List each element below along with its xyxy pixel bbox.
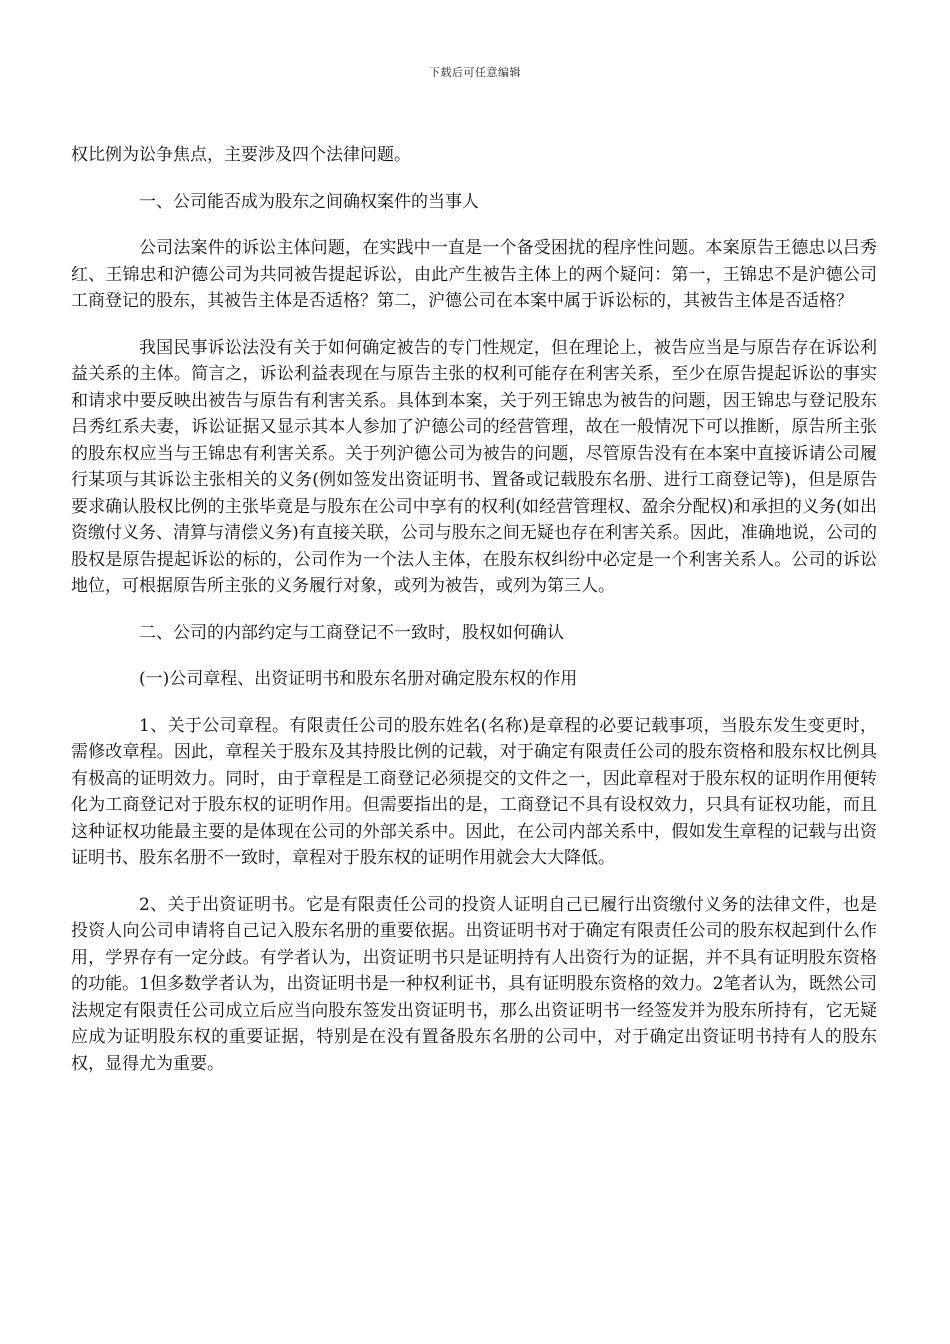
paragraph-intro: 权比例为讼争焦点，主要涉及四个法律问题。 [71, 145, 411, 165]
paragraph-1: 公司法案件的诉讼主体问题，在实践中一直是一个备受困扰的程序性问题。本案原告王德忠以吕秀红、王锦忠和沪德公司为共同被告提起诉讼，由此产生被告主体上的两个疑问：第一，王锦忠不是沪德公司工商登记的股东，其被告主体是否适格？第二，沪德公司在本案中属于诉讼标的，其被告主体是否适格？ [71, 238, 877, 311]
section-heading-2: 二、公司的内部约定与工商登记不一致时，股权如何确认 [139, 622, 564, 643]
paragraph-2: 我国民事诉讼法没有关于如何确定被告的专门性规定，但在理论上，被告应当是与原告存在诉讼利益关系的主体。简言之，诉讼利益表现在与原告主张的权利可能存在利害关系，至少在原告提起诉讼的事实和请求中要反映出被告与原告有利害关系。具体到本案，关于列王锦忠为被告的问题，因王锦忠与登记股东吕秀红系夫妻，诉讼证据又显示其本人参加了沪德公司的经营管理，故在一般情况下可以推断，原告所主张的股东权应当与王锦忠有利害关系。关于列沪德公司为被告的问题，尽管原告没有在本案中直接诉请公司履行某项与其诉讼主张相关的义务(例如签发出资证明书、置备或记载股东名册、进行工商登记等)，但是原告要求确认股权比例的主张毕竟是与股东在公司中享有的权利(如经营管理权、盈余分配权)和承担的义务(如出资缴付义务、清算与清偿义务)有直接关联，公司与股东之间无疑也存在利害关系。因此，准确地说，公司的股权是原告提起诉讼的标的，公司作为一个法人主体，在股东权纠纷中必定是一个利害关系人。公司的诉讼地位，可根据原告所主张的义务履行对象，或列为被告，或列为第三人。 [71, 337, 877, 596]
paragraph-4: 2、关于出资证明书。它是有限责任公司的投资人证明自己已履行出资缴付义务的法律文件，也是投资人向公司申请将自己记入股东名册的重要依据。出资证明书对于确定有限责任公司的股东权起到什么作用，学界存有一定分歧。有学者认为，出资证明书只是证明持有人出资行为的证据，并不具有证明股东资格的功能。1但多数学者认为，出资证明书是一种权利证书，具有证明股东资格的效力。2笔者认为，既然公司法规定有限责任公司成立后应当向股东签发出资证明书，那么出资证明书一经签发并为股东所持有，它无疑应成为证明股东权的重要证据，特别是在没有置备股东名册的公司中，对于确定出资证明书持有人的股东权，显得尤为重要。 [71, 894, 877, 1074]
document-body [71, 142, 877, 1097]
page-header-note: 下载后可任意编辑 [429, 66, 521, 79]
paragraph-3: 1、关于公司章程。有限责任公司的股东姓名(名称)是章程的必要记载事项，当股东发生变更时，需修改章程。因此，章程关于股东及其持股比例的记载，对于确定有限责任公司的股东资格和股东权比例具有极高的证明效力。同时，由于章程是工商登记必须提交的文件之一，因此章程对于股东权的证明作用便转化为工商登记对于股东权的证明作用。但需要指出的是，工商登记不具有设权效力，只具有证权功能，而且这种证权功能最主要的是体现在公司的外部关系中。因此，在公司内部关系中，假如发生章程的记载与出资证明书、股东名册不一致时，章程对于股东权的证明作用就会大大降低。 [71, 715, 877, 868]
section-heading-1: 一、公司能否成为股东之间确权案件的当事人 [139, 191, 479, 212]
subsection-heading-1: (一)公司章程、出资证明书和股东名册对确定股东权的作用 [139, 669, 578, 689]
